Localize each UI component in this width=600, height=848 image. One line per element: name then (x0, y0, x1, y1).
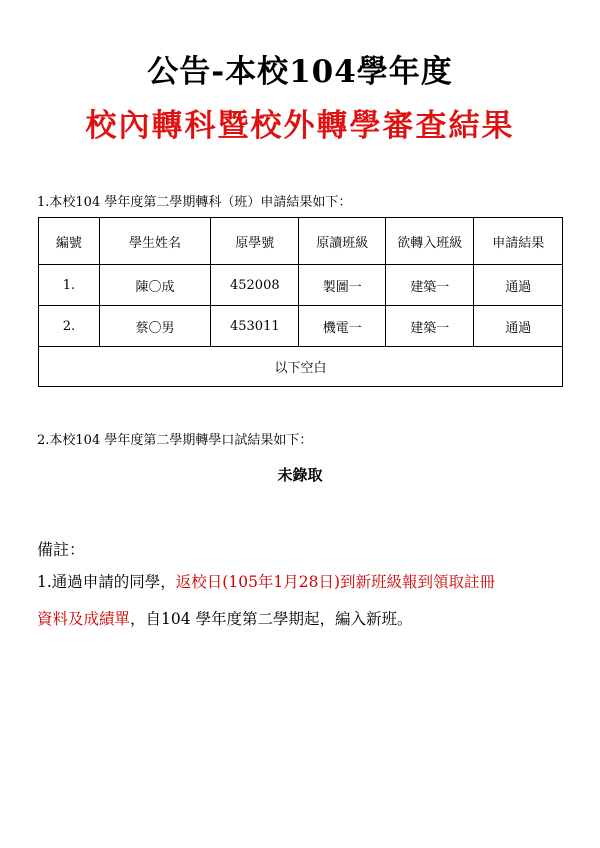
section1-heading: 1.本校104 學年度第二學期轉科（班）申請結果如下： (37, 195, 352, 210)
table-row (39, 306, 563, 347)
column-header: 學生姓名 (99, 218, 210, 265)
table-cell: 製圖一 (299, 265, 386, 306)
note-highlight: 返校日(105年1月28日)到新班級報到領取註冊 (175, 573, 496, 591)
column-header: 原讀班級 (299, 218, 386, 265)
table-cell: 452008 (211, 265, 299, 306)
table-cell: 通過 (474, 265, 563, 306)
column-header: 申請結果 (474, 218, 563, 265)
column-header: 編號 (39, 218, 100, 265)
column-header: 原學號 (211, 218, 299, 265)
table-row (39, 265, 563, 306)
note-highlight: 資料及成績單 (37, 610, 131, 628)
table-cell: 453011 (211, 306, 299, 347)
table-cell: 通過 (474, 306, 563, 347)
exam-result: 未錄取 (277, 466, 323, 484)
table-header-row (39, 218, 563, 265)
table-cell: 1. (39, 265, 100, 306)
table-cell: 陳〇成 (99, 265, 210, 306)
table-cell: 蔡〇男 (99, 306, 210, 347)
table-cell: 建築一 (386, 265, 474, 306)
announcement-title: 公告-本校104學年度 (147, 54, 453, 90)
announcement-subtitle: 校內轉科暨校外轉學審查結果 (85, 108, 515, 144)
section2-heading: 2.本校104 學年度第二學期轉學口試結果如下： (37, 433, 313, 448)
column-header: 欲轉入班級 (386, 218, 474, 265)
table-footer-row (39, 347, 563, 387)
table-footer-cell: 以下空白 (39, 347, 563, 387)
note-line-1 (37, 570, 495, 592)
note-text: ，自104 學年度第二學期起，編入新班。 (130, 610, 413, 628)
table-cell: 機電一 (299, 306, 386, 347)
table-cell: 2. (39, 306, 100, 347)
table-cell: 建築一 (386, 306, 474, 347)
note-text: 1.通過申請的同學， (37, 573, 176, 591)
note-line-2 (37, 607, 413, 629)
notes-heading: 備註： (37, 540, 86, 559)
transfer-results-table (38, 217, 563, 387)
